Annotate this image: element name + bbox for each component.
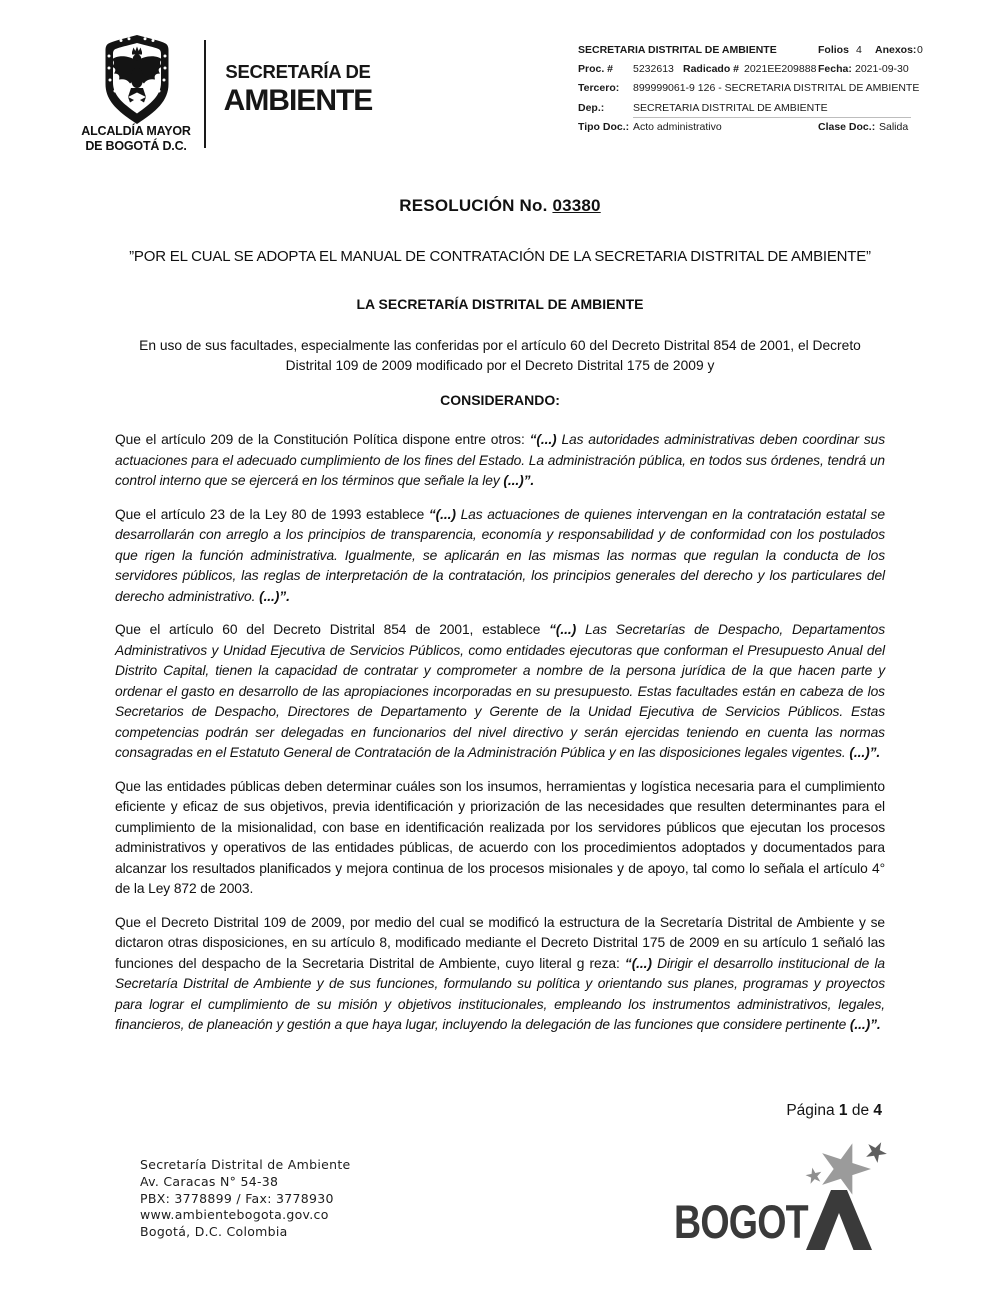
meta-row-tipo (578, 119, 928, 138)
resolution-title (115, 196, 885, 216)
alcaldia-caption (70, 124, 202, 153)
meta-anexos-label: Anexos: (875, 44, 917, 56)
bogota-lambda-glyph (806, 1190, 872, 1250)
meta-fecha-value: 2021-09-30 (855, 63, 909, 76)
meta-entity: SECRETARIA DISTRITAL DE AMBIENTE (578, 44, 777, 56)
meta-proc-value: 5232613 (633, 63, 674, 76)
page-number-middle: de (847, 1102, 874, 1119)
meta-radicado-value: 2021EE209888 (744, 63, 817, 76)
bogota-star-small-left-icon (804, 1166, 823, 1184)
meta-tipo-value: Acto administrativo (633, 120, 722, 133)
issuing-authority: LA SECRETARÍA DISTRITAL DE AMBIENTE (356, 296, 644, 312)
contact-info-line: Bogotá, D.C. Colombia (140, 1224, 288, 1240)
bogota-star-small-right-icon (863, 1138, 891, 1165)
considerando-paragraph: Que el artículo 60 del Decreto Distrital 854 de 2001, establece “(...) Las Secretarías de Despacho, Departamentos Administrativos y Unidad Ejecutiva de Servicios Públicos, como entidades ejecutoras que conforman el Presupuesto Anual del Distrito Capital, tienen la capacidad de contratar y comprometer a nombre de la persona jurídica de la que hacen parte y ordenar el gasto en desarrollo de las apropiaciones incorporadas en su presupuesto. Estas facultades están en cabeza de los Secretarios de Despacho, Directores de Departamento y Gerente de la Unidad Ejecutiva de Servicios Públicos. Estas competencias podrán ser delegadas en funcionarios del nivel directivo y serán ejercidas teniendo en cuenta las normas consagradas en el Estatuto General de Contratación de la Administración Pública y en las disposiciones legales vigentes. (...)”. (115, 622, 885, 760)
meta-anexos-value: 0 (917, 44, 923, 56)
meta-row-entity (578, 42, 928, 61)
meta-tipo-label: Tipo Doc.: (578, 120, 630, 133)
resolution-subject: ”POR EL CUAL SE ADOPTA EL MANUAL DE CONTRATACIÓN DE LA SECRETARIA DISTRITAL DE AMBIENTE” (129, 248, 871, 265)
bogota-coat-of-arms-icon (101, 34, 173, 126)
resolution-number: 03380 (552, 196, 601, 215)
bogota-star-large-icon (813, 1138, 877, 1198)
meta-row-proc (578, 61, 928, 80)
meta-clase-label: Clase Doc.: (818, 120, 876, 133)
page-number-prefix: Página (786, 1102, 839, 1119)
meta-dep-label: Dep.: (578, 101, 605, 114)
bogota-logo (668, 1138, 900, 1258)
meta-clase-value: Salida (879, 120, 909, 133)
meta-tercero-label: Tercero: (578, 82, 620, 95)
considerando-paragraph: Que el artículo 23 de la Ley 80 de 1993 establece “(...) Las actuaciones de quienes intervengan en la contratación estatal se desarrollarán con arreglo a los principios de transparencia, economía y responsabilidad y de conformidad con los postulados que rigen la función administrativa. Igualmente, se aplicarán en las mismas las normas que regulan la conducta de los servidores públicos, las reglas de interpretación de la contratación, los principios generales del derecho y los particulares del derecho administrativo. (...)”. (115, 506, 885, 604)
meta-radicado-label: Radicado # (683, 63, 740, 76)
meta-folios-value: 4 (856, 44, 862, 56)
contact-info-line: www.ambientebogota.gov.co (140, 1207, 329, 1223)
resolution-title-prefix: RESOLUCIÓN No. (399, 196, 553, 215)
meta-dep-value: SECRETARIA DISTRITAL DE AMBIENTE (633, 101, 828, 114)
considerando-paragraph: Que el Decreto Distrital 109 de 2009, por medio del cual se modificó la estructura de la Secretaría Distrital de Ambiente y se dictaron otras disposiciones, en su artículo 8, modificado mediante el Decreto Distrital 175 de 2009 en su artículo 1 señaló las funciones del despacho de la Secretaria Distrital de Ambiente, cuyo literal g reza: “(...) Dirigir el desarrollo institucional de la Secretaría Distrital de Ambiente y de sus funciones, formulando su política y orientando sus planes, programas y proyectos para lograr el cumplimiento de su misión y objetivos institucionales, empleando los instrumentos administrativos, legales, financieros, de planeación y gestión a que haya lugar, incluyendo la delegación de las funciones que considere pertinente (...)”. (115, 914, 885, 1032)
contact-info-line: Av. Caracas N° 54-38 (140, 1173, 279, 1189)
considerando-paragraph: Que el artículo 209 de la Constitución Política dispone entre otros: “(...) Las autoridades administrativas deben coordinar sus actuaciones para el adecuado cumplimiento de los fines del Estado. La administración pública, en todos sus órdenes, tendrá un control interno que se ejercerá en los términos que señale la ley (...)”. (115, 432, 885, 488)
meta-folios-label: Folios (818, 44, 849, 56)
meta-tercero-value: 899999061-9 126 - SECRETARIA DISTRITAL DE AMBIENTE (633, 82, 920, 95)
radicado-metadata (578, 42, 928, 138)
page-number-total: 4 (873, 1102, 882, 1119)
resolution-body (115, 196, 885, 1049)
secretaria-wordmark-line2: AMBIENTE (223, 84, 373, 117)
meta-row-tercero (578, 80, 928, 99)
page-number (786, 1102, 882, 1120)
contact-info-line: PBX: 3778899 / Fax: 3778930 (140, 1190, 334, 1206)
considerando-heading: CONSIDERANDO: (440, 392, 560, 408)
contact-info (140, 1157, 351, 1241)
considerando-paragraph: Que las entidades públicas deben determinar cuáles son los insumos, herramientas y logística necesaria para el cumplimiento eficiente y eficaz de sus objetivos, previa identificación y priorización de las necesidades que resulten determinantes para el cumplimiento de la misionalidad, con base en identificación realizada por los servidores públicos que ejecutan los procesos administrativos y operativos de las entidades públicas, de acuerdo con los procedimientos adoptados y documentados para alcanzar los resultados planificados y mejora continua de los procesos misionales y de apoyo, tal como lo señala el artículo 4° de la Ley 872 de 2003. (115, 778, 885, 896)
contact-info-line: Secretaría Distrital de Ambiente (140, 1157, 351, 1172)
meta-proc-label: Proc. # (578, 63, 614, 76)
secretaria-wordmark (218, 61, 378, 118)
alcaldia-caption-line2: DE BOGOTÁ D.C. (85, 138, 187, 153)
logo-divider (204, 40, 206, 148)
secretaria-wordmark-line1: SECRETARÍA DE (225, 61, 371, 82)
preamble: En uso de sus facultades, especialmente las conferidas por el artículo 60 del Decreto Distrital 854 de 2001, el Decreto Distrital 109 de 2009 modificado por el Decreto Distrital 175 de 2009 y (139, 338, 861, 373)
meta-fecha-label: Fecha: (818, 63, 852, 76)
page-number-current: 1 (838, 1102, 848, 1119)
bogota-wordmark: BOGOT (674, 1196, 808, 1250)
meta-row-dep (578, 100, 928, 119)
alcaldia-caption-line1: ALCALDÍA MAYOR (81, 124, 191, 138)
